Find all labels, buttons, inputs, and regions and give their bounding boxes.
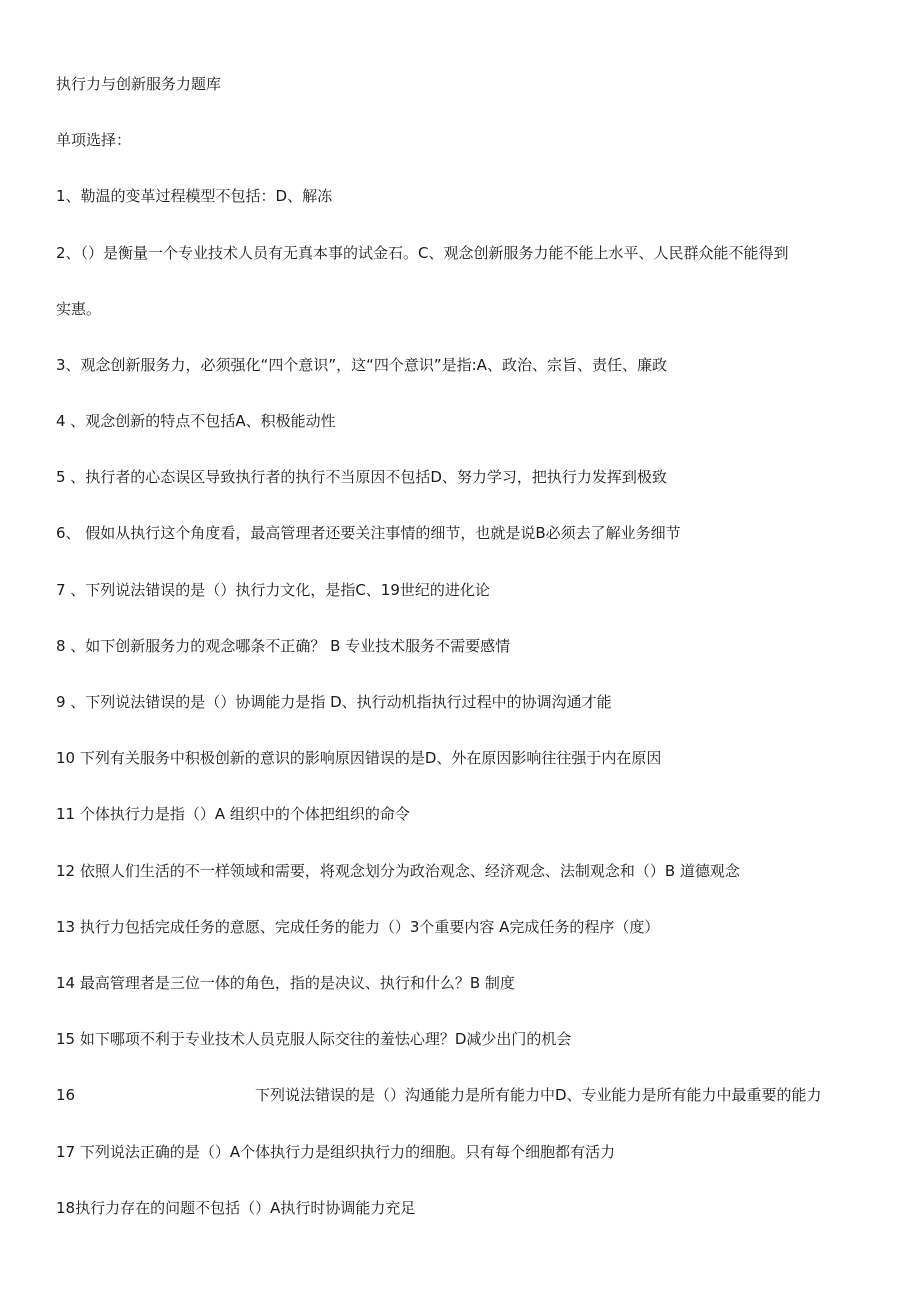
section-heading: 单项选择：	[56, 131, 132, 149]
question-line: 17 下列说法正确的是（）A个体执行力是组织执行力的细胞。只有每个细胞都有活力	[56, 1143, 616, 1161]
question-line: 3、观念创新服务力，必须强化“四个意识”，这“四个意识”是指:A、政治、宗旨、责任、廉政	[56, 356, 667, 374]
question-line: 4 、观念创新的特点不包括A、积极能动性	[56, 412, 336, 430]
question-16-number: 16	[56, 1086, 76, 1104]
question-line: 14 最高管理者是三位一体的角色，指的是决议、执行和什么？B 制度	[56, 974, 515, 992]
question-16-text: 下列说法错误的是（）沟通能力是所有能力中D、专业能力是所有能力中最重要的能力	[255, 1086, 822, 1104]
document-title: 执行力与创新服务力题库	[56, 75, 222, 93]
question-line: 13 执行力包括完成任务的意愿、完成任务的能力（）3个重要内容 A完成任务的程序（度）	[56, 918, 660, 936]
question-line: 2、（）是衡量一个专业技术人员有无真本事的试金石。C、观念创新服务力能不能上水平、人民群众能不能得到	[56, 244, 789, 262]
question-line: 6、 假如从执行这个角度看，最高管理者还要关注事情的细节，也就是说B必须去了解业务细节	[56, 524, 681, 542]
question-line: 9 、下列说法错误的是（）协调能力是指 D、执行动机指执行过程中的协调沟通才能	[56, 693, 612, 711]
question-line: 7 、下列说法错误的是（）执行力文化，是指C、19世纪的进化论	[56, 581, 490, 599]
question-line: 5 、执行者的心态误区导致执行者的执行不当原因不包括D、努力学习，把执行力发挥到极致	[56, 468, 667, 486]
question-line: 10 下列有关服务中积极创新的意识的影响原因错误的是D、外在原因影响往往强于内在原因	[56, 749, 662, 767]
question-line: 15 如下哪项不利于专业技术人员克服人际交往的羞怯心理？D减少出门的机会	[56, 1030, 572, 1048]
question-line-continuation: 实惠。	[56, 300, 102, 318]
question-line: 11 个体执行力是指（）A 组织中的个体把组织的命令	[56, 805, 410, 823]
question-line: 12 依照人们生活的不一样领域和需要，将观念划分为政治观念、经济观念、法制观念和（）B 道德观念	[56, 862, 740, 880]
question-line: 18执行力存在的问题不包括（）A执行时协调能力充足	[56, 1199, 416, 1217]
question-line: 8 、如下创新服务力的观念哪条不正确？ B 专业技术服务不需要感情	[56, 637, 511, 655]
question-line: 1、勒温的变革过程模型不包括：D、解冻	[56, 187, 333, 205]
